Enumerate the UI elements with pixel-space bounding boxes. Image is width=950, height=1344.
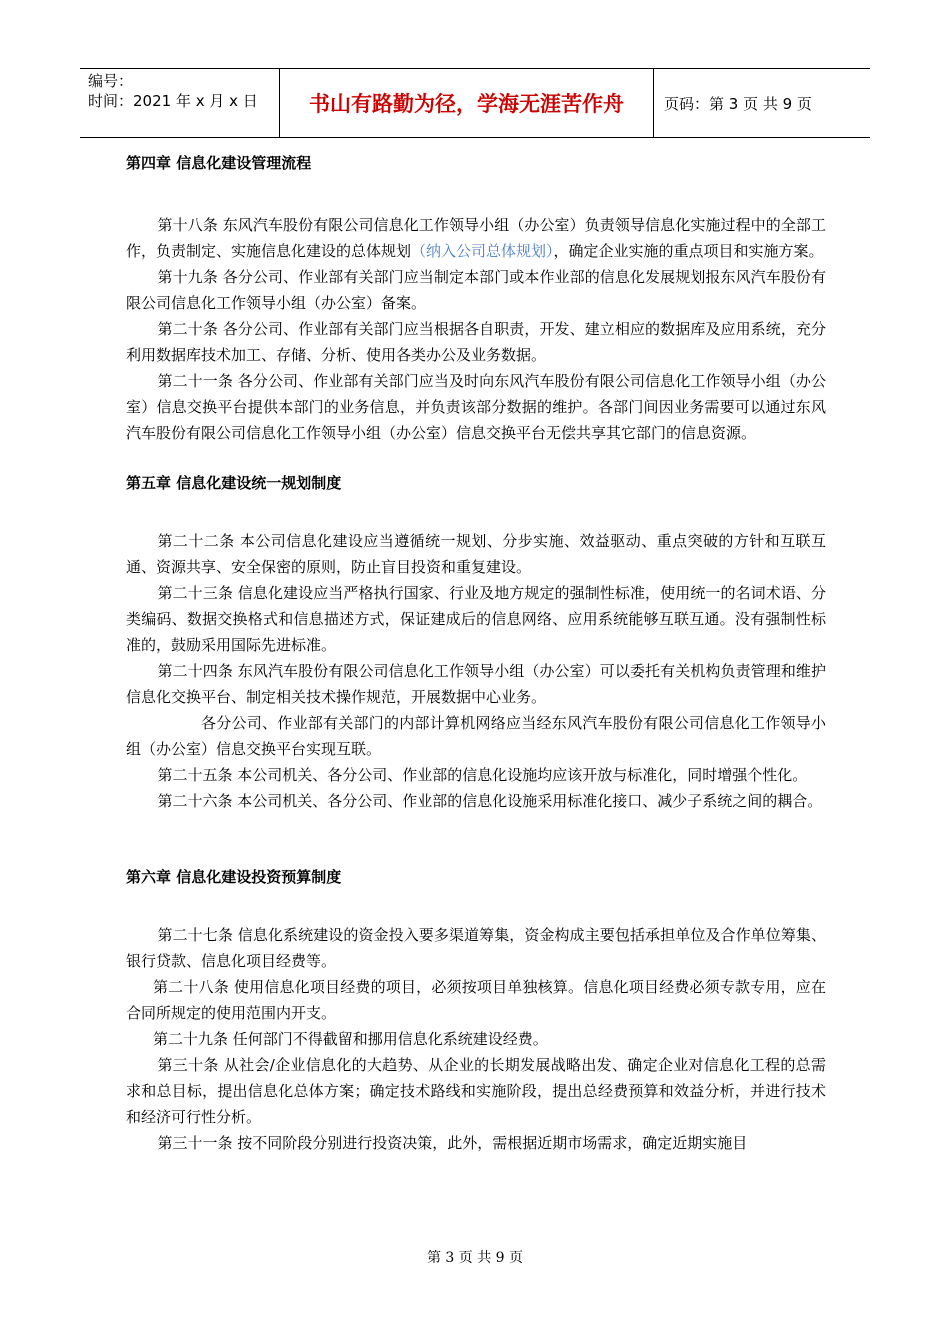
article-24-paragraph-2: 各分公司、作业部有关部门的内部计算机网络应当经东风汽车股份有限公司信息化工作领导小组（办公室）信息交换平台实现互联。	[126, 714, 826, 758]
article-23: 第二十三条 信息化建设应当严格执行国家、行业及地方规定的强制性标准，使用统一的名词术语、分类编码、数据交换格式和信息描述方式，保证建成后的信息网络、应用系统能够互联互通。没有强制性标准的，鼓励采用国际先进标准。	[126, 584, 826, 654]
article-18: 第十八条 东风汽车股份有限公司信息化工作领导小组（办公室）负责领导信息化实施过程中的全部工作，负责制定、实施信息化建设的总体规划（纳入公司总体规划），确定企业实施的重点项目和实施方案。	[126, 216, 826, 260]
document-body	[126, 150, 826, 1156]
article-30: 第三十条 从社会/企业信息化的大趋势、从企业的长期发展战略出发、确定企业对信息化工程的总需求和总目标，提出信息化总体方案；确定技术路线和实施阶段，提出总经费预算和效益分析，并进行技术和经济可行性分析。	[126, 1056, 826, 1126]
page-header	[80, 68, 870, 138]
article-19: 第十九条 各分公司、作业部有关部门应当制定本部门或本作业部的信息化发展规划报东风汽车股份有限公司信息化工作领导小组（办公室）备案。	[126, 268, 826, 312]
article-21: 第二十一条 各分公司、作业部有关部门应当及时向东风汽车股份有限公司信息化工作领导小组（办公室）信息交换平台提供本部门的业务信息，并负责该部分数据的维护。各部门间因业务需要可以通过东风汽车股份有限公司信息化工作领导小组（办公室）信息交换平台无偿共享其它部门的信息资源。	[126, 372, 826, 442]
article-20: 第二十条 各分公司、作业部有关部门应当根据各自职责，开发、建立相应的数据库及应用系统，充分利用数据库技术加工、存储、分析、使用各类办公及业务数据。	[126, 320, 826, 364]
page-footer: 第 3 页 共 9 页	[426, 1250, 524, 1266]
header-time: 时间：2021 年 x 月 x 日	[88, 92, 258, 110]
article-27: 第二十七条 信息化系统建设的资金投入要多渠道筹集，资金构成主要包括承担单位及合作单位筹集、银行贷款、信息化项目经费等。	[126, 926, 826, 970]
article-24: 第二十四条 东风汽车股份有限公司信息化工作领导小组（办公室）可以委托有关机构负责管理和维护信息化交换平台、制定相关技术操作规范，开展数据中心业务。	[126, 662, 826, 706]
chapter-6-title: 第六章 信息化建设投资预算制度	[126, 868, 342, 886]
article-29: 第二十九条 任何部门不得截留和挪用信息化系统建设经费。	[153, 1030, 548, 1048]
article-28: 第二十八条 使用信息化项目经费的项目，必须按项目单独核算。信息化项目经费必须专款专用，应在合同所规定的使用范围内开支。	[126, 978, 826, 1022]
chapter-4-title: 第四章 信息化建设管理流程	[126, 154, 312, 172]
header-number: 编号：	[88, 72, 134, 90]
article-26: 第二十六条 本公司机关、各分公司、作业部的信息化设施采用标准化接口、减少子系统之间的耦合。	[157, 792, 823, 810]
article-18-link[interactable]: （纳入公司总体规划）	[411, 242, 554, 260]
article-25: 第二十五条 本公司机关、各分公司、作业部的信息化设施均应该开放与标准化，同时增强个性化。	[157, 766, 808, 784]
article-22: 第二十二条 本公司信息化建设应当遵循统一规划、分步实施、效益驱动、重点突破的方针和互联互通、资源共享、安全保密的原则，防止盲目投资和重复建设。	[126, 532, 826, 576]
header-meta	[80, 69, 280, 137]
header-motto: 书山有路勤为径，学海无涯苦作舟	[280, 69, 654, 137]
chapter-5-title: 第五章 信息化建设统一规划制度	[126, 474, 342, 492]
header-page-number: 页码：第 3 页 共 9 页	[664, 94, 812, 113]
article-31: 第三十一条 按不同阶段分别进行投资决策，此外，需根据近期市场需求，确定近期实施目	[157, 1134, 748, 1152]
